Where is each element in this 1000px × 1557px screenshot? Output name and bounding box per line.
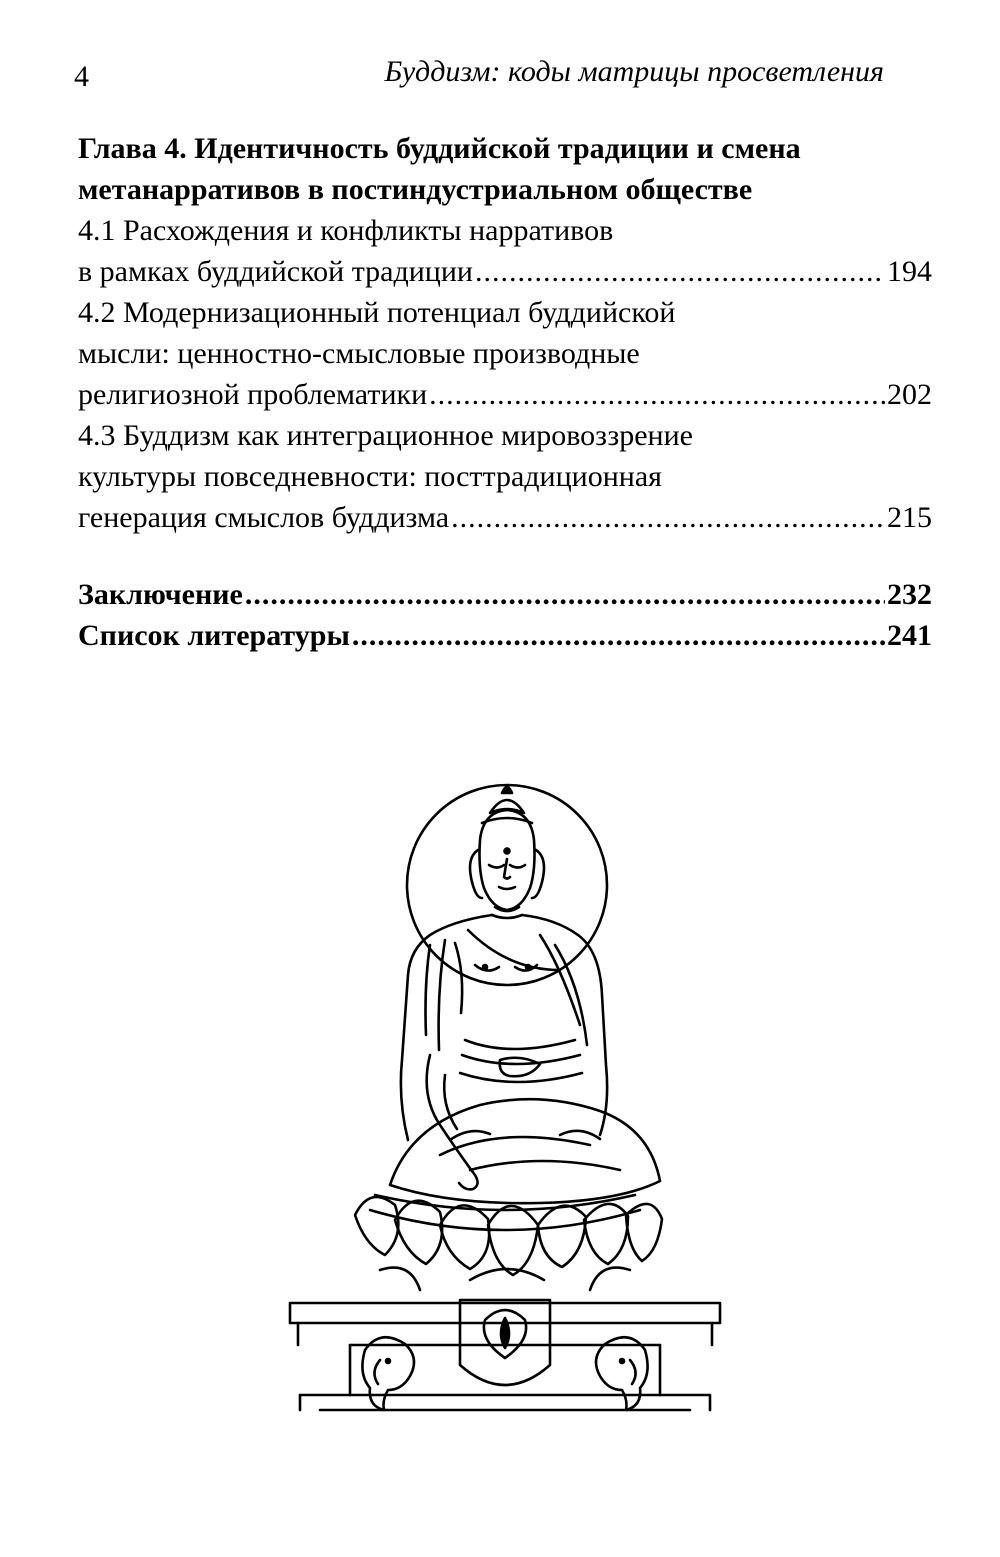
chapter-heading [78, 128, 932, 210]
toc-entry-last-line: генерация смыслов буддизма [78, 501, 450, 534]
toc-entry-page: 241 [887, 619, 932, 652]
toc-entry-leader [78, 251, 932, 292]
dot-leader [429, 374, 885, 415]
toc-entry-line: 4.2 Модернизационный потенциал буддийской [78, 296, 676, 329]
dot-leader [451, 497, 885, 538]
chapter-heading-line-1: Глава 4. Идентичность буддийской традиции и смена [78, 132, 801, 165]
elephant-right-icon [596, 1337, 648, 1410]
toc-entry-title: Список литературы [78, 619, 350, 652]
toc-entry-line: мысли: ценностно-смысловые производные [78, 337, 640, 370]
dot-leader [245, 574, 885, 615]
dot-leader [475, 251, 885, 292]
chapter-heading-line-2: метанарративов в постиндустриальном обществе [78, 173, 753, 206]
toc-entry-4-2[interactable] [78, 292, 932, 415]
toc-entry-page: 232 [887, 578, 932, 611]
spacer [78, 538, 932, 574]
toc-entry-conclusion[interactable] [78, 574, 932, 615]
table-of-contents [78, 128, 932, 656]
toc-entry-line: 4.3 Буддизм как интеграционное мировоззрение [78, 419, 693, 452]
toc-entry-bibliography[interactable] [78, 615, 932, 656]
toc-entry-last-line: религиозной проблематики [78, 378, 428, 411]
toc-entry-page: 202 [887, 378, 932, 411]
toc-entry-leader [78, 374, 932, 415]
seated-buddha-on-lotus-throne-icon [270, 755, 740, 1420]
page-number: 4 [74, 60, 89, 93]
halo-icon [407, 785, 607, 985]
dot-leader [352, 615, 885, 656]
toc-entry-4-3[interactable] [78, 415, 932, 538]
toc-entry-last-line: в рамках буддийской традиции [78, 255, 473, 288]
toc-entry-page: 215 [887, 501, 932, 534]
toc-entry-title: Заключение [78, 578, 243, 611]
toc-entry-page: 194 [887, 255, 932, 288]
toc-entry-4-1[interactable] [78, 210, 932, 292]
toc-entry-line: 4.1 Расхождения и конфликты нарративов [78, 214, 614, 247]
running-title: Буддизм: коды матрицы просветления [384, 55, 884, 88]
elephant-left-icon [362, 1337, 414, 1410]
toc-entry-leader [78, 497, 932, 538]
toc-entry-line: культуры повседневности: посттрадиционная [78, 460, 662, 493]
